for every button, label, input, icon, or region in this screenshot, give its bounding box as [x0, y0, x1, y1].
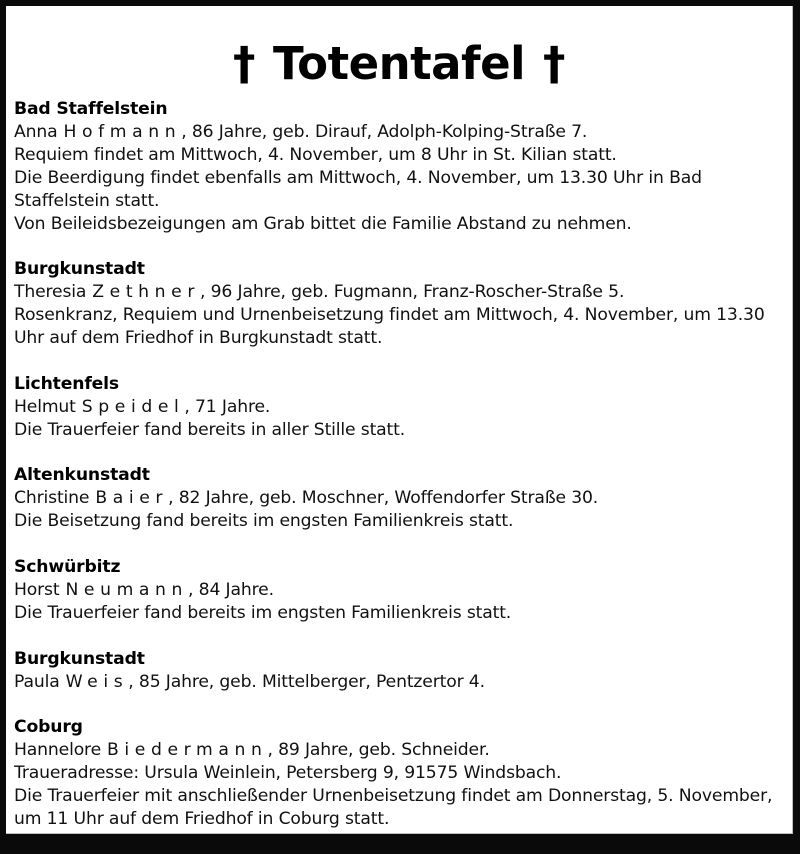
person-details: , 96 Jahre, geb. Fugmann, Franz-Roscher-Straße 5.	[200, 282, 625, 303]
first-name: Christine	[14, 488, 90, 509]
info-line: Requiem findet am Mittwoch, 4. November, um 8 Uhr in St. Kilian statt.	[14, 144, 617, 165]
surname: Weis	[65, 671, 129, 692]
first-name: Theresia	[14, 282, 87, 303]
first-name: Anna	[14, 121, 58, 142]
place-heading: Burgkunstadt	[14, 648, 145, 669]
name-line	[14, 671, 784, 694]
person-details: , 71 Jahre.	[184, 396, 271, 417]
surname: Hofmann	[63, 121, 182, 142]
name-line	[14, 396, 784, 419]
name-line	[14, 281, 784, 304]
place-heading: Bad Staffelstein	[14, 99, 168, 119]
first-name: Hannelore	[14, 740, 102, 761]
first-name: Helmut	[14, 396, 76, 417]
obituary-entry	[14, 464, 784, 533]
info-line: Die Trauerfeier fand bereits im engsten Familienkreis statt.	[14, 602, 512, 623]
info-line: Die Beerdigung findet ebenfalls am Mittwoch, 4. November, um 13.30 Uhr in Bad	[14, 167, 702, 188]
surname: Neumann	[65, 579, 189, 600]
info-line: Rosenkranz, Requiem und Urnenbeisetzung findet am Mittwoch, 4. November, um 13.30	[14, 305, 765, 326]
surname: Biedermann	[107, 740, 268, 761]
info-line: Die Trauerfeier fand bereits in aller Stille statt.	[14, 419, 406, 440]
place-heading: Altenkunstadt	[14, 465, 150, 486]
info-line: um 11 Uhr auf dem Friedhof in Coburg statt.	[14, 809, 390, 829]
obituary-list	[14, 98, 784, 854]
obituary-page	[6, 6, 793, 834]
surname: Baier	[95, 488, 169, 509]
info-line: Traueradresse: Ursula Weinlein, Petersberg 9, 91575 Windsbach.	[14, 763, 562, 784]
cross-icon: †	[232, 37, 255, 90]
person-details: , 84 Jahre.	[188, 579, 274, 600]
name-line	[14, 739, 784, 762]
first-name: Horst	[14, 579, 60, 600]
name-line	[14, 579, 784, 602]
place-heading: Lichtenfels	[14, 373, 119, 394]
info-line: Die Trauerfeier mit anschließender Urnenbeisetzung findet am Donnerstag, 5. November,	[14, 786, 773, 807]
person-details: , 89 Jahre, geb. Schneider.	[267, 740, 490, 761]
obituary-entry	[14, 98, 784, 235]
page-title	[6, 34, 792, 94]
cross-icon: †	[543, 37, 566, 90]
person-details: , 82 Jahre, geb. Moschner, Woffendorfer Straße 30.	[168, 488, 599, 509]
info-line: Von Beileidsbezeigungen am Grab bittet die Familie Abstand zu nehmen.	[14, 213, 632, 234]
info-line: Uhr auf dem Friedhof in Burgkunstadt statt.	[14, 328, 383, 349]
person-details: , 86 Jahre, geb. Dirauf, Adolph-Kolping-Straße 7.	[181, 121, 588, 142]
surname: Zethner	[92, 282, 201, 303]
name-line	[14, 121, 784, 144]
obituary-entry	[14, 716, 784, 831]
person-details: , 85 Jahre, geb. Mittelberger, Pentzertor 4.	[128, 671, 485, 692]
title-text: Totentafel	[272, 37, 526, 90]
first-name: Paula	[14, 671, 60, 692]
obituary-entry	[14, 373, 784, 442]
info-line: Die Beisetzung fand bereits im engsten Familienkreis statt.	[14, 511, 514, 532]
place-heading: Schwürbitz	[14, 557, 121, 578]
place-heading: Coburg	[14, 717, 83, 738]
info-line: Staffelstein statt.	[14, 190, 160, 211]
place-heading: Burgkunstadt	[14, 259, 145, 280]
name-line	[14, 487, 784, 510]
surname: Speidel	[81, 396, 185, 417]
obituary-entry	[14, 556, 784, 625]
obituary-entry	[14, 648, 784, 694]
obituary-entry	[14, 258, 784, 350]
